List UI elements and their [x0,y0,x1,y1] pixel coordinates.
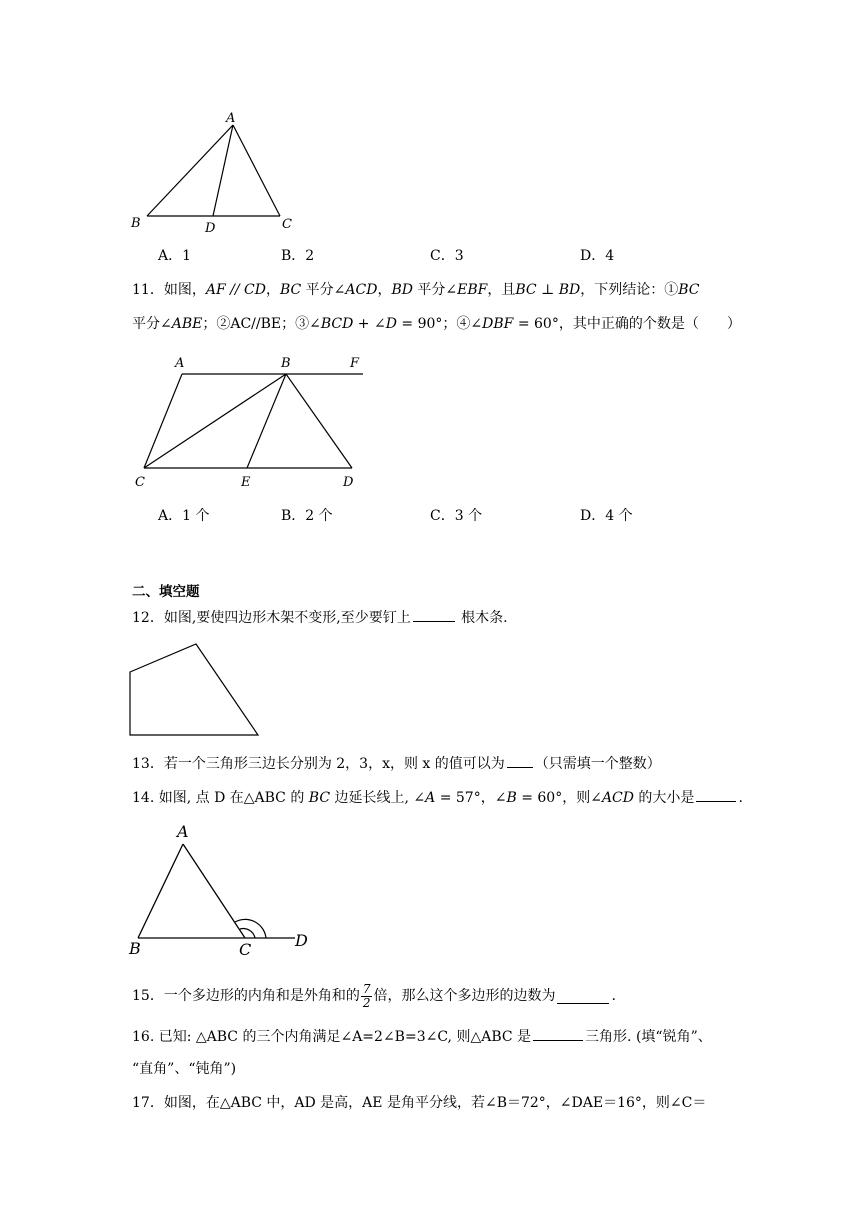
q11-line2: 平分∠ABE；②AC//BE；③∠BCD + ∠D = 90°；④∠DBF = 60°，其中正确的个数是（ ） [132,316,741,332]
q16-blank[interactable] [533,1026,583,1041]
label-b: B [129,939,141,958]
q11-option-c: C．3 个 [430,508,483,524]
section-title: 二、填空题 [132,584,200,600]
label-c: C [282,217,292,232]
q14-blank[interactable] [696,787,736,802]
figure-quadrilateral [125,640,265,740]
figure-exterior-angle [125,820,325,960]
q12-text: 12．如图,要使四边形木架不变形,至少要钉上 根木条. [132,607,508,628]
q13-blank[interactable] [507,753,533,768]
label-f: F [350,356,360,371]
q13-text: 13．若一个三角形三边长分别为 2，3，x，则 x 的值可以为 （只需填一个整数） [132,753,661,774]
q11-line1: 11．如图，AF // CD，BC 平分∠ACD，BD 平分∠EBF，且BC ⊥ BD，下列结论：①BC [132,282,700,298]
q12-blank[interactable] [413,607,455,622]
q15-text: 15．一个多边形的内角和是外角和的 $\frac{7}{2}$ 倍，那么这个多边形的边数为 . [132,981,616,1010]
figure-triangle-abd [125,108,305,238]
q11-option-a: A．1 个 [158,508,210,524]
q16-line2: “直角”、“钝角”) [132,1061,237,1077]
label-b: B [281,356,291,371]
q10-option-b: B．2 [281,248,315,264]
q11-option-b: B．2 个 [281,508,333,524]
label-a: A [226,111,236,126]
q10-option-c: C．3 [430,248,464,264]
label-d: D [295,931,308,950]
q15-blank[interactable] [557,989,609,1004]
q10-option-d: D．4 [580,248,615,264]
label-d: D [205,221,216,236]
q17-text: 17．如图，在△ABC 中，AD 是高，AE 是角平分线，若∠B＝72°，∠DAE＝16°，则∠C＝ [132,1095,707,1111]
fraction-seven-halves: $\frac{7}{2}$ [362,981,371,1010]
q16-line1: 16. 已知: △ABC 的三个内角满足∠A=2∠B=3∠C, 则△ABC 是 三角形. (填“锐角”、 [132,1026,712,1047]
label-d: D [343,475,354,490]
q14-text: 14. 如图, 点 D 在△ABC 的 BC 边延长线上, ∠A = 57°，∠B = 60°，则∠ACD 的大小是 . [132,787,743,808]
label-c: C [239,940,252,959]
label-a: A [175,356,185,371]
q11-option-d: D．4 个 [580,508,633,524]
figure-parallel-lines [130,350,375,495]
q10-option-a: A．1 [158,248,192,264]
label-a: A [177,822,189,841]
label-c: C [135,475,145,490]
label-b: B [131,216,141,231]
label-e: E [241,475,251,490]
